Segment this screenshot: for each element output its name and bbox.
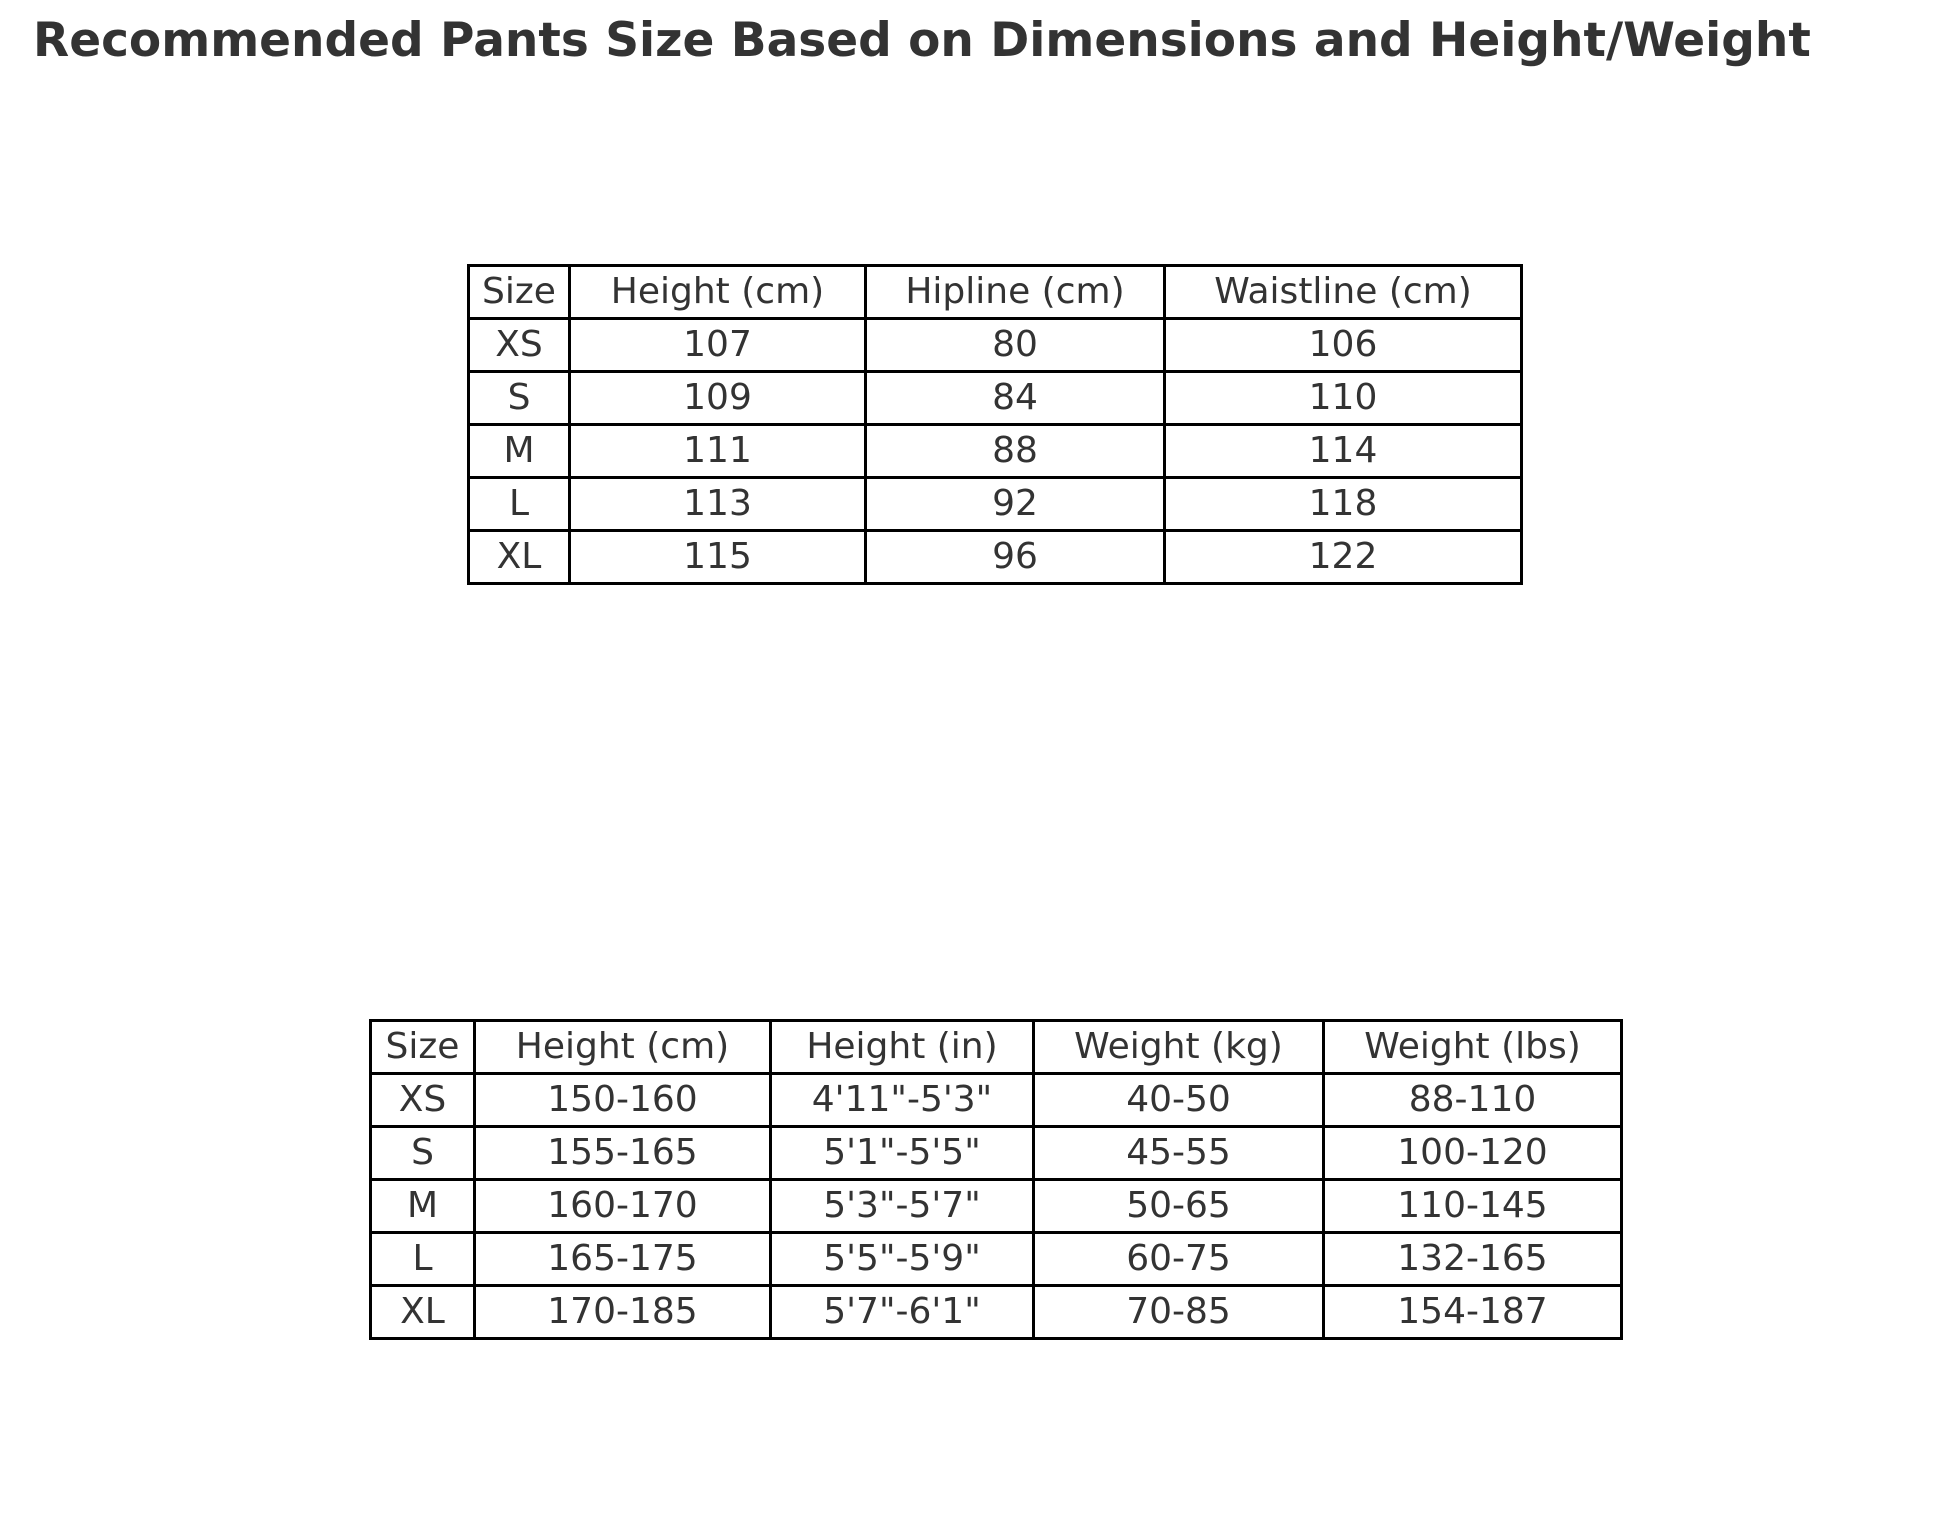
- header-cell-size: Size: [469, 266, 570, 319]
- table-cell: XL: [469, 531, 570, 584]
- table-row-l: [371, 1233, 1622, 1286]
- table-row-l: [469, 478, 1522, 531]
- table-cell: 100-120: [1324, 1127, 1622, 1180]
- table-cell: 110: [1165, 372, 1522, 425]
- table-cell: 111: [570, 425, 866, 478]
- table-cell: 88: [866, 425, 1165, 478]
- table-row-m: [469, 425, 1522, 478]
- table-cell: 132-165: [1324, 1233, 1622, 1286]
- table-cell: 115: [570, 531, 866, 584]
- table-cell: 107: [570, 319, 866, 372]
- dimensions-table: [467, 264, 1523, 585]
- table-cell: 5'3"-5'7": [771, 1180, 1034, 1233]
- header-cell-height-in: Height (in): [771, 1021, 1034, 1074]
- table-cell: 160-170: [475, 1180, 771, 1233]
- figure-title: Recommended Pants Size Based on Dimensions and Height/Weight: [33, 13, 1811, 68]
- table-cell: 80: [866, 319, 1165, 372]
- table-cell: 5'7"-6'1": [771, 1286, 1034, 1339]
- table-cell: XS: [469, 319, 570, 372]
- table-cell: 96: [866, 531, 1165, 584]
- table-cell: 45-55: [1034, 1127, 1324, 1180]
- header-cell-size: Size: [371, 1021, 475, 1074]
- table-cell: M: [371, 1180, 475, 1233]
- table-cell: 70-85: [1034, 1286, 1324, 1339]
- table-row-xs: [371, 1074, 1622, 1127]
- table-cell: S: [469, 372, 570, 425]
- table-cell: 50-65: [1034, 1180, 1324, 1233]
- table-cell: 114: [1165, 425, 1522, 478]
- table-cell: 4'11"-5'3": [771, 1074, 1034, 1127]
- table-cell: S: [371, 1127, 475, 1180]
- table-row-s: [371, 1127, 1622, 1180]
- table-cell: 122: [1165, 531, 1522, 584]
- table-cell: 110-145: [1324, 1180, 1622, 1233]
- table-cell: XS: [371, 1074, 475, 1127]
- table-cell: 154-187: [1324, 1286, 1622, 1339]
- table-cell: 40-50: [1034, 1074, 1324, 1127]
- table-cell: 113: [570, 478, 866, 531]
- table-cell: 92: [866, 478, 1165, 531]
- table-cell: 88-110: [1324, 1074, 1622, 1127]
- table-cell: L: [371, 1233, 475, 1286]
- table-row-xl: [469, 531, 1522, 584]
- table-cell: 170-185: [475, 1286, 771, 1339]
- table-header-row: [371, 1021, 1622, 1074]
- table-row-s: [469, 372, 1522, 425]
- table-cell: 150-160: [475, 1074, 771, 1127]
- header-cell-waistline-cm: Waistline (cm): [1165, 266, 1522, 319]
- header-cell-hipline-cm: Hipline (cm): [866, 266, 1165, 319]
- header-cell-height-cm: Height (cm): [475, 1021, 771, 1074]
- table-cell: 118: [1165, 478, 1522, 531]
- table-cell: XL: [371, 1286, 475, 1339]
- table-cell: 106: [1165, 319, 1522, 372]
- table-cell: 84: [866, 372, 1165, 425]
- header-cell-weight-lbs: Weight (lbs): [1324, 1021, 1622, 1074]
- header-cell-height-cm: Height (cm): [570, 266, 866, 319]
- table-cell: 155-165: [475, 1127, 771, 1180]
- table-row-m: [371, 1180, 1622, 1233]
- table-cell: 165-175: [475, 1233, 771, 1286]
- table-cell: 60-75: [1034, 1233, 1324, 1286]
- table-row-xl: [371, 1286, 1622, 1339]
- table-cell: 5'5"-5'9": [771, 1233, 1034, 1286]
- table-row-xs: [469, 319, 1522, 372]
- table-cell: M: [469, 425, 570, 478]
- table-cell: 109: [570, 372, 866, 425]
- table-cell: L: [469, 478, 570, 531]
- header-cell-weight-kg: Weight (kg): [1034, 1021, 1324, 1074]
- table-cell: 5'1"-5'5": [771, 1127, 1034, 1180]
- height-weight-table: [369, 1019, 1623, 1340]
- table-header-row: [469, 266, 1522, 319]
